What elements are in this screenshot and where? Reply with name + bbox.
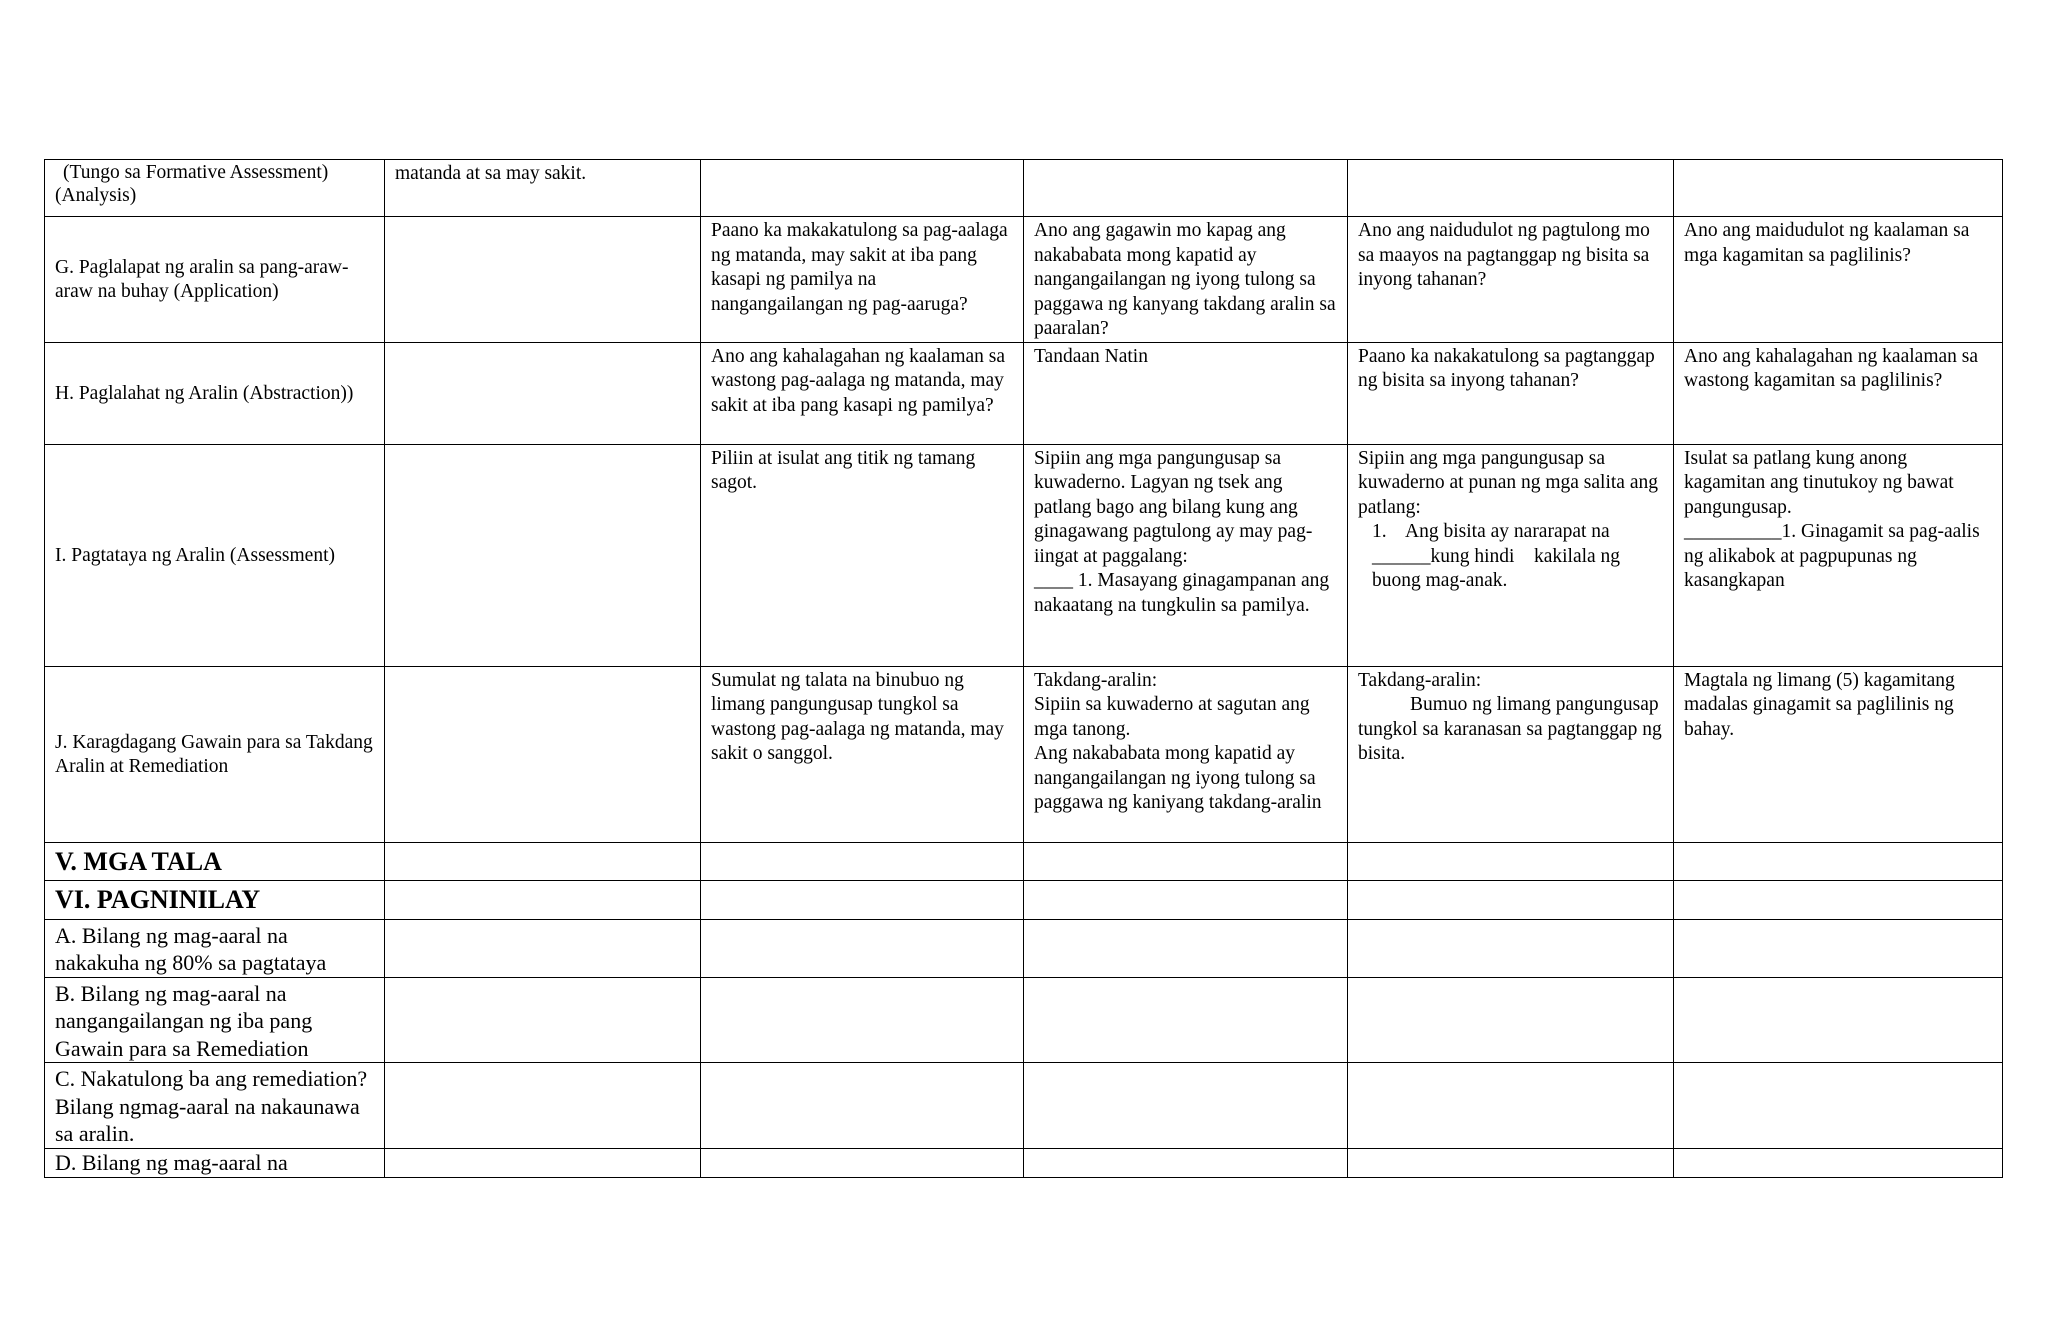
table-cell: Ano ang gagawin mo kapag ang nakababata mong kapatid ay nangangailangan ng iyong tulong sa paggawa ng kanyang takdang aralin sa paaralan? [1024,217,1348,343]
table-row-reflection-a [45,919,2003,977]
row-label-analysis: (Tungo sa Formative Assessment) (Analysis) [45,160,385,217]
table-cell [385,842,701,880]
table-cell [701,842,1024,880]
row-label-reflection-a: A. Bilang ng mag-aaral na nakakuha ng 80% sa pagtataya [45,919,385,977]
table-cell: Paano ka makakatulong sa pag-aalaga ng matanda, may sakit at iba pang kasapi ng pamilya na nangangailangan ng pag-aaruga? [701,217,1024,343]
table-cell [1348,880,1674,919]
table-cell [385,1148,701,1177]
row-label-reflection-b: B. Bilang ng mag-aaral na nangangailangan ng iba pang Gawain para sa Remediation [45,977,385,1063]
table-row-reflection-b [45,977,2003,1063]
table-cell [1674,919,2003,977]
table-cell [1348,160,1674,217]
table-cell [701,977,1024,1063]
table-cell [701,1063,1024,1149]
table-cell [1674,977,2003,1063]
table-cell [1348,1063,1674,1149]
table-cell: Ano ang kahalagahan ng kaalaman sa wastong pag-aalaga ng matanda, may sakit at iba pang kasapi ng pamilya? [701,342,1024,444]
table-row-reflection-c [45,1063,2003,1149]
table-cell [1674,160,2003,217]
table-cell [701,160,1024,217]
table-cell [385,880,701,919]
table-row-application [45,217,2003,343]
cell-body-text: Bumuo ng limang pangungusap tungkol sa karanasan sa pagtanggap ng bisita. [1358,694,1662,764]
cell-intro-text: Takdang-aralin: [1358,669,1482,691]
table-cell [1674,1148,2003,1177]
table-cell: Isulat sa patlang kung anong kagamitan ang tinutukoy ng bawat pangungusap. __________1. Ginagamit sa pag-aalis ng alikabok at pagpupunas ng kasangkapan [1674,444,2003,666]
table-cell [1348,919,1674,977]
table-cell [385,977,701,1063]
section-heading-mga-tala: V. MGA TALA [45,842,385,880]
table-cell [1024,160,1348,217]
table-cell [385,217,701,343]
table-cell [1348,666,1674,842]
table-cell: Takdang-aralin: Sipiin sa kuwaderno at sagutan ang mga tanong. Ang nakababata mong kapatid ay nangangailangan ng iyong tulong sa paggawa ng kaniyang takdang-aralin [1024,666,1348,842]
table-cell [701,880,1024,919]
table-cell: Magtala ng limang (5) kagamitang madalas ginagamit sa paglilinis ng bahay. [1674,666,2003,842]
table-cell: Ano ang maidudulot ng kaalaman sa mga kagamitan sa paglilinis? [1674,217,2003,343]
table-cell: matanda at sa may sakit. [385,160,701,217]
table-cell [1024,880,1348,919]
table-cell: Tandaan Natin [1024,342,1348,444]
table-cell: Ano ang naidudulot ng pagtulong mo sa maayos na pagtanggap ng bisita sa inyong tahanan? [1348,217,1674,343]
table-cell [385,444,701,666]
table-cell [1674,1063,2003,1149]
table-row-mga-tala [45,842,2003,880]
table-cell [385,342,701,444]
table-cell [1348,1148,1674,1177]
cell-intro-text: Sipiin ang mga pangungusap sa kuwaderno at punan ng mga salita ang patlang: [1358,447,1658,518]
table-cell [1674,842,2003,880]
table-cell [701,919,1024,977]
table-cell [1348,444,1674,666]
table-cell: Ano ang kahalagahan ng kaalaman sa wastong kagamitan sa paglilinis? [1674,342,2003,444]
daily-lesson-log-table [44,159,2003,1178]
row-label-reflection-d: D. Bilang ng mag-aaral na [45,1148,385,1177]
table-row-pagninilay [45,880,2003,919]
table-cell [1024,919,1348,977]
row-label-assessment: I. Pagtataya ng Aralin (Assessment) [45,444,385,666]
table-row-reflection-d [45,1148,2003,1177]
table-row-abstraction [45,342,2003,444]
numbered-item: 1. Ang bisita ay nararapat na ______kung hindi kakilala ng buong mag-anak. [1372,521,1625,591]
row-label-application: G. Paglalapat ng aralin sa pang-araw-araw na buhay (Application) [45,217,385,343]
table-cell [1348,977,1674,1063]
row-label-remediation: J. Karagdagang Gawain para sa Takdang Aralin at Remediation [45,666,385,842]
table-cell [701,1148,1024,1177]
table-row-remediation [45,666,2003,842]
table-cell [1024,1063,1348,1149]
table-cell [1348,842,1674,880]
row-label-reflection-c: C. Nakatulong ba ang remediation?Bilang ngmag-aaral na nakaunawa sa aralin. [45,1063,385,1149]
table-cell: Piliin at isulat ang titik ng tamang sagot. [701,444,1024,666]
table-cell: Sipiin ang mga pangungusap sa kuwaderno. Lagyan ng tsek ang patlang bago ang bilang kung ang ginagawang pagtulong ay may pag-iingat at paggalang: ____ 1. Masayang ginagampanan ang nakaatang na tungkulin sa pamilya. [1024,444,1348,666]
table-cell [385,919,701,977]
table-row-assessment [45,444,2003,666]
row-label-abstraction: H. Paglalahat ng Aralin (Abstraction)) [45,342,385,444]
table-cell [1024,977,1348,1063]
table-cell [385,1063,701,1149]
table-cell: Sumulat ng talata na binubuo ng limang pangungusap tungkol sa wastong pag-aalaga ng matanda, may sakit o sanggol. [701,666,1024,842]
table-cell [1674,880,2003,919]
table-cell: Paano ka nakakatulong sa pagtanggap ng bisita sa inyong tahanan? [1348,342,1674,444]
table-cell [1024,842,1348,880]
table-cell [385,666,701,842]
table-row-analysis [45,160,2003,217]
section-heading-pagninilay: VI. PAGNINILAY [45,880,385,919]
table-cell [1024,1148,1348,1177]
